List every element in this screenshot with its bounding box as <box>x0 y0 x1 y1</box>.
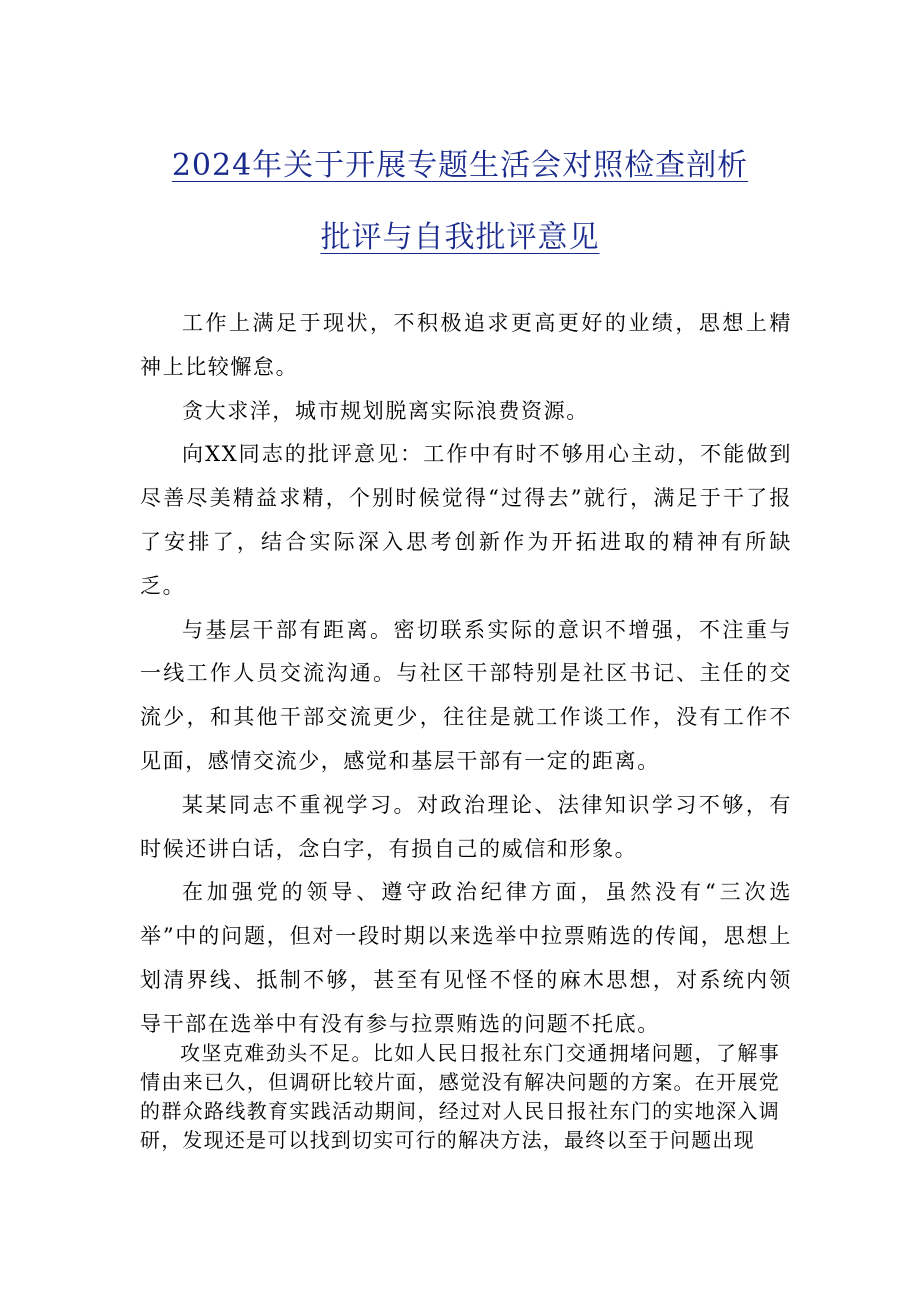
paragraph-1: 工作上满足于现状，不积极追求更高更好的业绩，思想上精神上比较懈怠。 <box>140 311 792 379</box>
paragraph-2: 贪大求洋，城市规划脱离实际浪费资源。 <box>182 398 589 423</box>
document-title-line-1 <box>100 140 820 184</box>
document-body-dense <box>140 1039 780 1155</box>
paragraph-4: 与基层干部有距离。密切联系实际的意识不增强，不注重与一线工作人员交流沟通。与社区干部特别是社区书记、主任的交流少，和其他干部交流更少，往往是就工作谈工作，没有工作不见面，感情交流少，感觉和基层干部有一定的距离。 <box>140 617 792 773</box>
document-body <box>140 302 792 1047</box>
document-title-line-2 <box>100 212 820 256</box>
title-line-1-text: 2024年关于开展专题生活会对照检查剖析 <box>171 148 749 183</box>
title-line-2-text: 批评与自我批评意见 <box>320 220 600 255</box>
paragraph-5: 某某同志不重视学习。对政治理论、法律知识学习不够，有时候还讲白话，念白字，有损自己的威信和形象。 <box>140 792 792 861</box>
paragraph-6: 在加强党的领导、遵守政治纪律方面，虽然没有“三次选举”中的问题，但对一段时期以来选举中拉票贿选的传闻，思想上划清界线、抵制不够，甚至有见怪不怪的麻木思想，对系统内领导干部在选举中有没有参与拉票贿选的问题不托底。 <box>140 880 792 1036</box>
paragraph-7: 攻坚克难劲头不足。比如人民日报社东门交通拥堵问题，了解事情由来已久，但调研比较片面，感觉没有解决问题的方案。在开展党的群众路线教育实践活动期间，经过对人民日报社东门的实地深入调研，发现还是可以找到切实可行的解决方法，最终以至于问题出现 <box>140 1041 780 1152</box>
paragraph-3: 向XX同志的批评意见：工作中有时不够用心主动，不能做到尽善尽美精益求精，个别时候觉得“过得去”就行，满足于干了报了安排了，结合实际深入思考创新作为开拓进取的精神有所缺乏。 <box>140 442 792 598</box>
